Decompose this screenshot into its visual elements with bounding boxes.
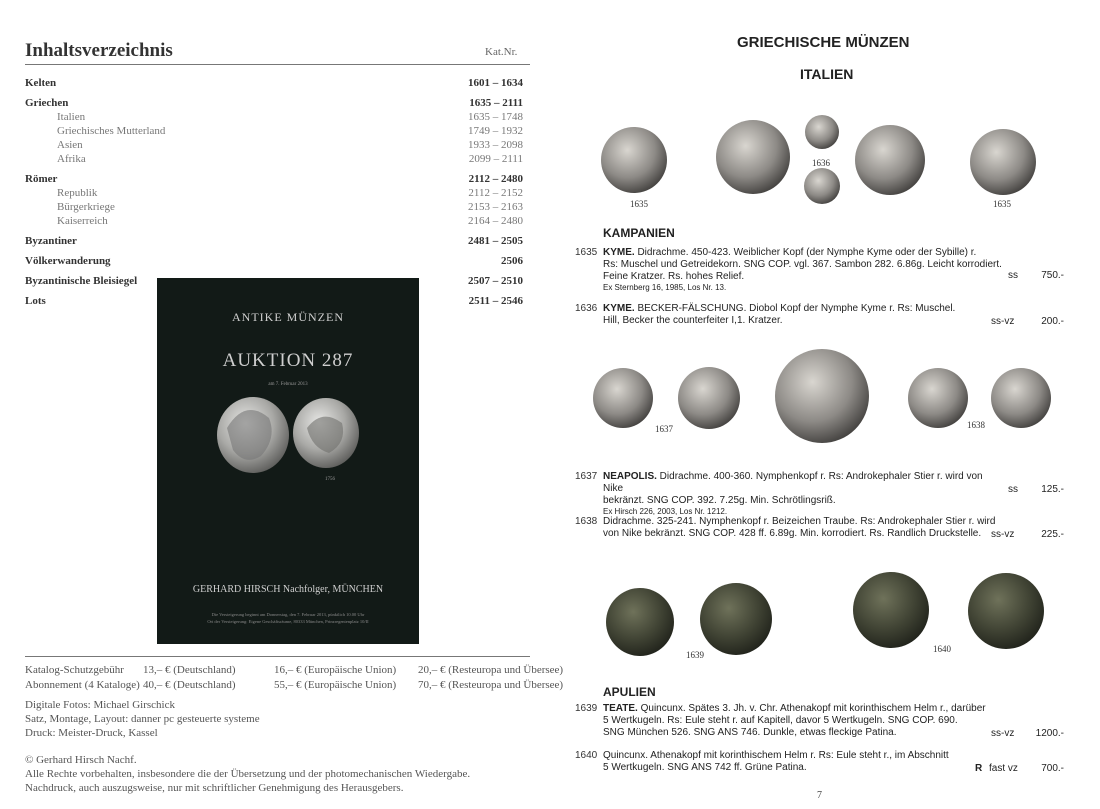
toc-range: 2164 – 2480 bbox=[468, 215, 523, 227]
lot-provenance: Ex Hirsch 226, 2003, Los Nr. 1212. bbox=[603, 507, 728, 517]
lot-description bbox=[603, 303, 1003, 327]
credit-layout: Satz, Montage, Layout: danner pc gesteuerte systeme bbox=[25, 713, 260, 725]
footer-divider bbox=[25, 656, 530, 657]
lot-number: 1636 bbox=[575, 303, 598, 314]
katnr-label: Kat.Nr. bbox=[485, 46, 518, 58]
coin-1639-reverse bbox=[700, 583, 772, 655]
lot-description-line: von Nike bekränzt. SNG COP. 428 ff. 6.89g. Min. korrodiert. Rs. Randlich Druckstelle. bbox=[603, 527, 982, 539]
toc-label: Byzantinische Bleisiegel bbox=[25, 275, 138, 287]
lot-description-line: 5 Wertkugeln. SNG ANS 742 ff. Grüne Patina. bbox=[603, 761, 807, 773]
lot-price: 225.- bbox=[1041, 529, 1064, 540]
cover-date: am 7. Februar 2013 bbox=[268, 382, 308, 387]
toc-label: Römer bbox=[25, 173, 58, 185]
toc-row bbox=[25, 96, 523, 110]
coin-label-1636: 1636 bbox=[812, 158, 830, 168]
lot-description-line: Rs: Muschel und Getreidekorn. SNG COP. vgl. 367. Sambon 282. 6.86g. Leicht korrodiert. bbox=[603, 258, 1002, 270]
fee-row-2: Abonnement (4 Kataloge) 40,– € (Deutschland) 55,– € (Europäische Union) 70,– € (Resteuropa und Übersee) bbox=[25, 679, 564, 691]
cover-title: ANTIKE MÜNZEN bbox=[232, 310, 344, 324]
coin-1636-obverse bbox=[805, 115, 839, 149]
credit-photos: Digitale Fotos: Michael Girschick bbox=[25, 699, 175, 711]
lot-number: 1638 bbox=[575, 516, 598, 527]
toc-range: 1635 – 2111 bbox=[469, 97, 523, 109]
toc-range: 1933 – 2098 bbox=[468, 139, 523, 151]
coin-1637-reverse bbox=[678, 367, 740, 429]
lot-price: 125.- bbox=[1041, 484, 1064, 495]
lot-rarity: R bbox=[975, 763, 983, 774]
toc-range: 2153 – 2163 bbox=[468, 201, 523, 213]
lot-grade: ss-vz bbox=[991, 728, 1015, 739]
lot-grade: ss bbox=[1008, 484, 1018, 495]
coin-1639-obverse bbox=[606, 588, 674, 656]
lot-description-line: bekränzt. SNG COP. 392. 7.25g. Min. Schrötlingsriß. bbox=[603, 494, 836, 506]
coin-label-1638: 1638 bbox=[967, 420, 985, 430]
toc-label: Italien bbox=[57, 111, 86, 123]
copyright-reprint: Nachdruck, auch auszugsweise, nur mit schriftlicher Genehmigung des Herausgebers. bbox=[25, 782, 404, 794]
toc-label: Bürgerkriege bbox=[57, 201, 115, 213]
toc-row bbox=[25, 186, 523, 200]
toc-label: Kaiserreich bbox=[57, 215, 108, 227]
lot-description-line: Hill, Becker the counterfeiter I,1. Kratzer. bbox=[603, 314, 783, 326]
lot-number: 1639 bbox=[575, 703, 598, 714]
coin-1640-obverse bbox=[853, 572, 929, 648]
page-number: 7 bbox=[817, 790, 822, 801]
coin-label-1637: 1637 bbox=[655, 424, 673, 434]
lot-provenance: Ex Sternberg 16, 1985, Los Nr. 13. bbox=[603, 283, 727, 293]
cover-footer: Die Versteigerung beginnt am Donnerstag, den 7. Februar 2013, pünktlich 10.00 Uhr Ort der Versteigerung: Eigene Geschäftsräume, 80333 München, Prinzregentenplatz 10/II bbox=[207, 612, 369, 624]
coin-1638-obverse bbox=[908, 368, 968, 428]
coin-1636-large bbox=[855, 125, 925, 195]
coin-label-1640: 1640 bbox=[933, 644, 951, 654]
lot-number: 1637 bbox=[575, 471, 598, 482]
coin-1640-reverse bbox=[968, 573, 1044, 649]
toc-range: 1601 – 1634 bbox=[468, 77, 523, 89]
cover-auction: AUKTION 287 bbox=[222, 350, 354, 371]
toc-row bbox=[25, 110, 523, 124]
lot-description bbox=[603, 247, 1003, 294]
coin-1637-obverse bbox=[593, 368, 653, 428]
toc-label: Lots bbox=[25, 295, 46, 307]
coin-1638-reverse bbox=[991, 368, 1051, 428]
section-kampanien: KAMPANIEN bbox=[603, 226, 675, 240]
toc-range: 2511 – 2546 bbox=[468, 295, 523, 307]
lot-price: 200.- bbox=[1041, 316, 1064, 327]
toc-label: Asien bbox=[57, 139, 83, 151]
toc-row bbox=[25, 254, 523, 268]
toc-range: 1749 – 1932 bbox=[468, 125, 523, 137]
credit-print: Druck: Meister-Druck, Kassel bbox=[25, 727, 158, 739]
toc-row bbox=[25, 200, 523, 214]
toc-label: Afrika bbox=[57, 153, 86, 165]
lot-grade: ss-vz bbox=[991, 316, 1015, 327]
toc-label: Griechisches Mutterland bbox=[57, 125, 166, 137]
lot-grade: ss bbox=[1008, 270, 1018, 281]
toc-row bbox=[25, 172, 523, 186]
fee-row-1: Katalog-Schutzgebühr 13,– € (Deutschland) 16,– € (Europäische Union) 20,– € (Resteuropa und Übersee) bbox=[25, 664, 564, 676]
toc-label: Kelten bbox=[25, 77, 57, 89]
coin-images bbox=[560, 100, 1080, 700]
lot-description-line: NEAPOLIS. Didrachme. 400-360. Nymphenkopf r. Rs: Androkephaler Stier r. wird von Nike bbox=[603, 471, 983, 494]
lot-description-line: KYME. Didrachme. 450-423. Weiblicher Kopf (der Nymphe Kyme oder der Sybille) r. bbox=[603, 247, 977, 258]
cover-publisher: GERHARD HIRSCH Nachfolger, MÜNCHEN bbox=[192, 584, 384, 595]
toc-range: 2112 – 2152 bbox=[468, 187, 523, 199]
lot-price: 750.- bbox=[1041, 270, 1064, 281]
copyright-owner: © Gerhard Hirsch Nachf. bbox=[25, 754, 137, 766]
toc-row bbox=[25, 152, 523, 166]
toc-range: 2506 bbox=[501, 255, 523, 267]
lot-number: 1635 bbox=[575, 247, 598, 258]
toc-title: Inhaltsverzeichnis bbox=[25, 40, 173, 61]
toc-row bbox=[25, 124, 523, 138]
catalog-cover-image bbox=[157, 278, 419, 644]
toc-range: 2507 – 2510 bbox=[468, 275, 523, 287]
lot-description-line: Didrachme. 325-241. Nymphenkopf r. Beizeichen Traube. Rs: Androkephaler Stier r. wird bbox=[603, 516, 996, 527]
toc-row bbox=[25, 138, 523, 152]
lot-description-line: Quincunx. Athenakopf mit korinthischem Helm r. Rs: Eule steht r., im Abschnitt bbox=[603, 750, 949, 761]
coin-1636-reverse bbox=[804, 168, 840, 204]
toc-range: 2099 – 2111 bbox=[468, 153, 523, 165]
toc-label: Griechen bbox=[25, 97, 69, 109]
lot-number: 1640 bbox=[575, 750, 598, 761]
lot-description bbox=[603, 703, 1003, 738]
lot-grade: ss-vz bbox=[991, 529, 1015, 540]
lot-description-line: TEATE. Quincunx. Spätes 3. Jh. v. Chr. Athenakopf mit korinthischem Helm r., darüber bbox=[603, 703, 986, 714]
lot-description bbox=[603, 471, 1003, 518]
toc-label: Völkerwanderung bbox=[25, 255, 111, 267]
copyright-rights: Alle Rechte vorbehalten, insbesondere die der Übersetzung und der photomechanischen Wiedergabe. bbox=[25, 768, 471, 780]
toc-row bbox=[25, 76, 523, 90]
toc-range: 2112 – 2480 bbox=[468, 173, 523, 185]
toc-row bbox=[25, 234, 523, 248]
coin-1637-enlarged bbox=[775, 349, 869, 443]
coin-label-1635: 1635 bbox=[630, 199, 648, 209]
coin-label-1639: 1639 bbox=[686, 650, 704, 660]
toc-row bbox=[25, 214, 523, 228]
toc-label: Republik bbox=[57, 187, 98, 199]
lot-description-line: SNG München 526. SNG ANS 746. Dunkle, etwas fleckige Patina. bbox=[603, 726, 897, 738]
toc-range: 1635 – 1748 bbox=[468, 111, 523, 123]
region-heading: ITALIEN bbox=[800, 66, 854, 82]
toc-range: 2481 – 2505 bbox=[468, 235, 523, 247]
lot-description-line: KYME. BECKER-FÄLSCHUNG. Diobol Kopf der Nymphe Kyme r. Rs: Muschel. bbox=[603, 303, 956, 314]
lot-grade: fast vz bbox=[989, 763, 1018, 774]
lot-description bbox=[603, 750, 1003, 774]
coin-label-1635b: 1635 bbox=[993, 199, 1011, 209]
coin-1635-reverse bbox=[716, 120, 790, 194]
lot-description-line: Feine Kratzer. Rs. hohes Relief. bbox=[603, 270, 745, 282]
lot-price: 700.- bbox=[1041, 763, 1064, 774]
toc-label: Byzantiner bbox=[25, 235, 77, 247]
toc-divider bbox=[25, 64, 530, 65]
coin-1635-obverse bbox=[601, 127, 667, 193]
section-heading: GRIECHISCHE MÜNZEN bbox=[737, 34, 910, 51]
lot-description-line: 5 Wertkugeln. Rs: Eule steht r. auf Kapitell, davor 5 Wertkugeln. SNG COP. 690. bbox=[603, 714, 958, 726]
lot-description bbox=[603, 516, 1003, 540]
coin-1635-second bbox=[970, 129, 1036, 195]
section-apulien: APULIEN bbox=[603, 685, 656, 699]
cover-coin-number: 1756 bbox=[325, 477, 335, 482]
lot-price: 1200.- bbox=[1035, 728, 1064, 739]
